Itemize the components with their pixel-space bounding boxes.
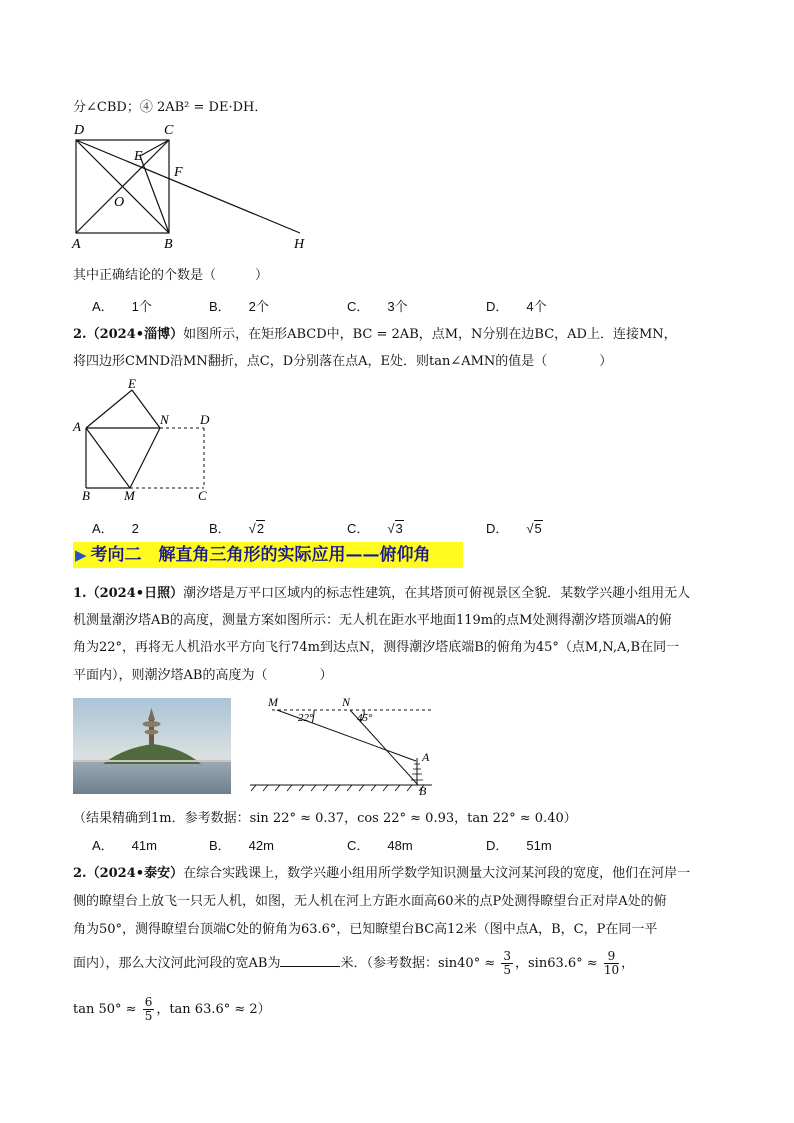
label-B: B — [419, 784, 427, 798]
q4-line1: 2.（2024•泰安）在综合实践课上，数学兴趣小组用所学数学知识测量大汶河某河段的宽度，他们在河岸一 — [73, 866, 691, 881]
sqrt-symbol: √5 — [526, 521, 542, 536]
fraction: $\frac{9}{10}$ — [603, 949, 620, 977]
label-N: N — [160, 412, 169, 427]
option-a: A． 2 — [92, 521, 139, 536]
q3-line1: 1.（2024•日照）潮汐塔是万平口区域内的标志性建筑，在其塔顶可俯视景区全貌．某数学兴趣小组用无人 — [73, 586, 691, 601]
option-d: D． 51m — [486, 838, 552, 853]
q-prev-line-tail: 分∠CBD；④ 2AB² = DE·DH． — [73, 100, 268, 115]
label-N: N — [342, 695, 351, 709]
answer-blank[interactable] — [280, 954, 340, 967]
label-C: C — [198, 488, 207, 503]
fraction: $\frac{6}{5}$ — [144, 995, 153, 1023]
label-C: C — [164, 123, 174, 138]
option-b: B． √2 — [209, 521, 265, 536]
option-c: C． 48m — [347, 838, 413, 853]
label-B: B — [164, 237, 173, 252]
label-O: O — [114, 195, 125, 210]
q2-line2: 将四边形CMND沿MN翻折，点C，D分别落在点A，E处．则tan∠AMN的值是（ ） — [73, 354, 613, 369]
figure-folded-rectangle — [70, 376, 220, 504]
option-b: B． 2个 — [209, 299, 269, 314]
q4-line3: 角为50°，测得瞭望台顶端C处的俯角为63.6°，已知瞭望台BC高12米（图中点A，B，C，P在同一平 — [73, 922, 658, 937]
label-F: F — [174, 165, 183, 180]
label-A: A — [422, 750, 430, 764]
q2-line1: 2.（2024•淄博）如图所示，在矩形ABCD中，BC = 2AB，点M，N分别在边BC，AD上．连接MN， — [73, 327, 677, 342]
option-b: B． 42m — [209, 838, 274, 853]
label-E: E — [128, 376, 136, 391]
option-d: D． 4个 — [486, 299, 547, 314]
triangle-marker-icon: ▶ — [75, 546, 87, 564]
option-c: C． √3 — [347, 521, 403, 536]
q4-line2: 侧的瞭望台上放飞一只无人机，如图，无人机在河上方距水面高60米的点P处测得瞭望台正对岸A处的俯 — [73, 894, 667, 909]
label-M: M — [124, 488, 135, 503]
label-D: D — [74, 123, 85, 138]
sqrt-symbol: √2 — [248, 521, 265, 536]
label-B: B — [82, 488, 90, 503]
angle-22: 22° — [298, 712, 314, 724]
tower-photo — [73, 698, 231, 794]
label-M: M — [268, 695, 278, 709]
figure-drone-tower — [246, 694, 438, 798]
label-H: H — [294, 237, 305, 252]
option-a: A． 41m — [92, 838, 157, 853]
option-c: C． 3个 — [347, 299, 408, 314]
option-d: D． √5 — [486, 521, 542, 536]
option-a: A． 1个 — [92, 299, 152, 314]
q3-line4: 平面内），则潮汐塔AB的高度为（ ） — [73, 668, 333, 683]
q3-line2: 机测量潮汐塔AB的高度，测量方案如图所示：无人机在距水平地面119m的点M处测得潮汐塔顶端A的俯 — [73, 613, 672, 628]
q4-line5: tan 50° ≈ $\frac{6}{5}$ ，tan 63.6° ≈ 2） — [73, 995, 271, 1023]
fraction: $\frac{3}{5}$ — [503, 949, 512, 977]
figure-square-diagonals — [68, 118, 313, 253]
sqrt-symbol: √3 — [387, 521, 403, 536]
label-A: A — [73, 419, 81, 434]
label-E: E — [134, 149, 143, 164]
label-A: A — [72, 237, 81, 252]
q3-note: （结果精确到1m．参考数据：sin 22° ≈ 0.37，cos 22° ≈ 0.93，tan 22° ≈ 0.40） — [73, 811, 577, 826]
section-header: ▶ 考向二 解直角三角形的实际应用——俯仰角 — [73, 542, 463, 568]
q4-line4: 面内），那么大汶河此河段的宽AB为 米．（参考数据：sin40° ≈ $\frac{3}{5}$ ，sin63.6° ≈ $\frac{9}{10}$ ， — [73, 949, 635, 977]
question-prompt: 其中正确结论的个数是（ ） — [73, 268, 269, 283]
angle-45: 45° — [357, 712, 373, 724]
label-D: D — [200, 412, 210, 427]
q3-line3: 角为22°，再将无人机沿水平方向飞行74m到达点N，测得潮汐塔底端B的俯角为45°（点M,N,A,B在同一 — [73, 640, 680, 655]
